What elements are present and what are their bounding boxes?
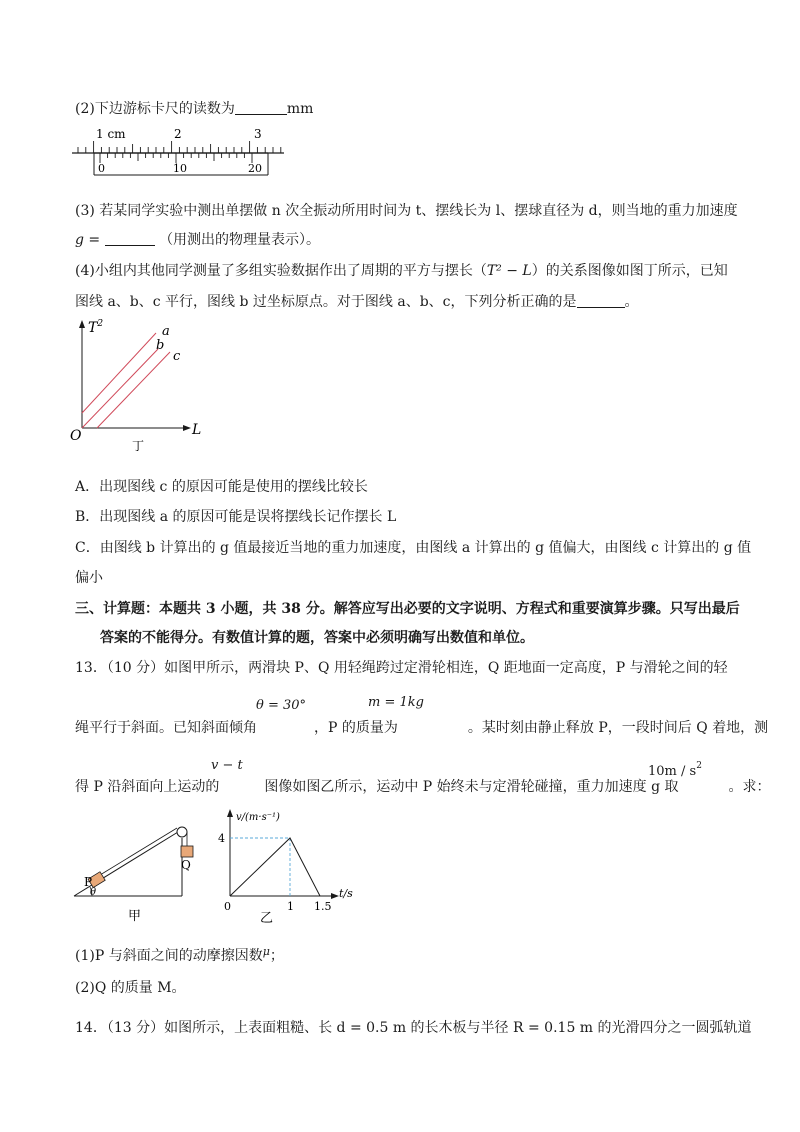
q3-line1: (3) 若某同学实验中测出单摆做 n 次全振动所用时间为 t、摆线长为 l、摆球直径为 d，则当地的重力加速度 <box>75 203 738 219</box>
q4-line2 <box>75 291 639 311</box>
caliper-main-label-2: 2 <box>174 127 182 141</box>
q4-line1-b: ）的关系图像如图丁所示，已知 <box>531 263 728 279</box>
graph-ding-x-label: L <box>192 422 202 438</box>
q2-text: (2)下边游标卡尺的读数为 <box>75 101 235 117</box>
q13-line3-b: 图像如图乙所示，运动中 P 始终未与定滑轮碰撞，重力加速度 g 取 <box>264 779 679 795</box>
figure-yi-caption: 乙 <box>260 911 274 926</box>
q13-line3-c: 。求： <box>728 779 771 795</box>
graph-ding-y-label: $T^2$ <box>88 319 104 336</box>
q4-answer-blank[interactable] <box>577 293 625 308</box>
graph-ding-caption: 丁 <box>132 439 145 453</box>
figure-yi-vt-graph <box>210 806 370 926</box>
label-theta: θ <box>90 887 97 898</box>
caliper-vernier-label-0: 0 <box>98 162 105 175</box>
q13-sub2: (2)Q 的质量 M。 <box>75 980 186 996</box>
q13-g-value: $10m / s^2$ <box>648 761 702 779</box>
q4-line1 <box>75 260 728 280</box>
q13-line2-b: ，P 的质量为 <box>314 720 398 736</box>
label-q: Q <box>181 858 191 872</box>
graph-ding-x-arrow <box>183 425 191 431</box>
q13-vt-label: v − t <box>211 758 243 773</box>
q13-mass-eq: m = 1kg <box>368 695 424 710</box>
q13-theta-eq: θ = 30° <box>256 698 307 713</box>
caliper-vernier-label-10: 10 <box>173 162 187 175</box>
option-a[interactable]: A．出现图线 c 的原因可能是使用的摆线比较长 <box>75 479 368 495</box>
q4-formula: T² − L <box>486 263 532 279</box>
q4-line2-end: 。 <box>624 294 639 310</box>
q4-line2-text: 图线 a、b、c 平行，图线 b 过坐标原点。对于图线 a、b、c，下列分析正确的是 <box>75 294 577 310</box>
option-b[interactable]: B．出现图线 a 的原因可能是误将摆线长记作摆长 L <box>75 509 397 525</box>
q13-sub1 <box>75 945 284 965</box>
section3-heading-line2: 答案的不能得分。有数值计算的题，答案中必须明确写出数值和单位。 <box>100 630 534 646</box>
vt-y-label: v/(m·s⁻¹) <box>236 812 280 823</box>
q3-g-eq: g = <box>75 232 101 248</box>
graph-ding-line-c <box>97 352 170 428</box>
q2-unit: mm <box>286 101 314 117</box>
q14-line1: 14．（13 分）如图所示，上表面粗糙、长 d = 0.5 m 的长木板与半径 R = 0.15 m 的光滑四分之一圆弧轨道 <box>75 1020 752 1036</box>
graph-ding-line-a <box>82 333 156 413</box>
q13-line2-c: 。某时刻由静止释放 P，一段时间后 Q 着地，测 <box>467 720 769 736</box>
q2-answer-blank[interactable] <box>235 100 287 115</box>
graph-ding-origin: O <box>70 428 82 444</box>
figure-jia <box>70 816 210 928</box>
option-c-continued: 偏小 <box>75 570 103 586</box>
option-c[interactable]: C．由图线 b 计算出的 g 值最接近当地的重力加速度，由图线 a 计算出的 g 值偏大，由图线 c 计算出的 g 值 <box>75 540 752 556</box>
pulley-icon <box>177 827 187 837</box>
label-p: P <box>84 875 93 889</box>
graph-ding-y-arrow <box>79 320 85 328</box>
vt-y-arrow <box>227 809 233 817</box>
caliper-main-ticks <box>78 141 281 153</box>
caliper-main-label-1: 1 cm <box>96 127 126 141</box>
figure-jia-caption: 甲 <box>128 909 142 924</box>
q13-line3 <box>75 776 771 796</box>
vt-x-arrow <box>331 893 339 899</box>
q13-mu: μ <box>262 945 270 958</box>
graph-ding-label-b: b <box>156 338 165 353</box>
q3-note: （用测出的物理量表示）。 <box>159 232 321 248</box>
vt-x-label: t/s <box>339 887 353 900</box>
q13-line2 <box>75 717 768 737</box>
graph-ding-label-a: a <box>162 324 170 339</box>
q13-sub1-a: (1)P 与斜面之间的动摩擦因数 <box>75 948 263 964</box>
q4-line1-a: (4)小组内其他同学测量了多组实验数据作出了周期的平方与摆长（ <box>75 263 487 279</box>
q2-line <box>75 98 313 118</box>
rope-along-incline <box>100 828 177 875</box>
q3-line2 <box>75 229 320 249</box>
q13-sub1-b: ； <box>269 948 284 964</box>
vt-x-tick-1: 1 <box>287 900 294 913</box>
vt-x-tick-1-5: 1.5 <box>314 900 332 913</box>
q13-line2-a: 绳平行于斜面。已知斜面倾角 <box>75 720 257 736</box>
vt-y-tick-4: 4 <box>218 832 225 845</box>
graph-ding <box>70 318 210 458</box>
caliper-vernier-label-20: 20 <box>248 162 262 175</box>
q13-line3-a: 得 P 沿斜面向上运动的 <box>75 779 220 795</box>
vt-x-tick-0: 0 <box>224 900 231 913</box>
caliper-main-label-3: 3 <box>254 127 262 141</box>
q3-answer-blank[interactable] <box>105 231 155 246</box>
vt-series-line <box>230 838 320 896</box>
section3-heading-line1: 三、计算题：本题共 3 小题，共 38 分。解答应写出必要的文字说明、方程式和重要演算步骤。只写出最后 <box>75 601 740 617</box>
graph-ding-line-b <box>82 349 158 428</box>
graph-ding-label-c: c <box>173 349 181 364</box>
q13-line1: 13．（10 分）如图甲所示，两滑块 P、Q 用轻绳跨过定滑轮相连，Q 距地面一定高度，P 与滑轮之间的轻 <box>75 660 728 676</box>
vernier-caliper-figure <box>70 125 290 183</box>
block-q <box>181 846 193 857</box>
